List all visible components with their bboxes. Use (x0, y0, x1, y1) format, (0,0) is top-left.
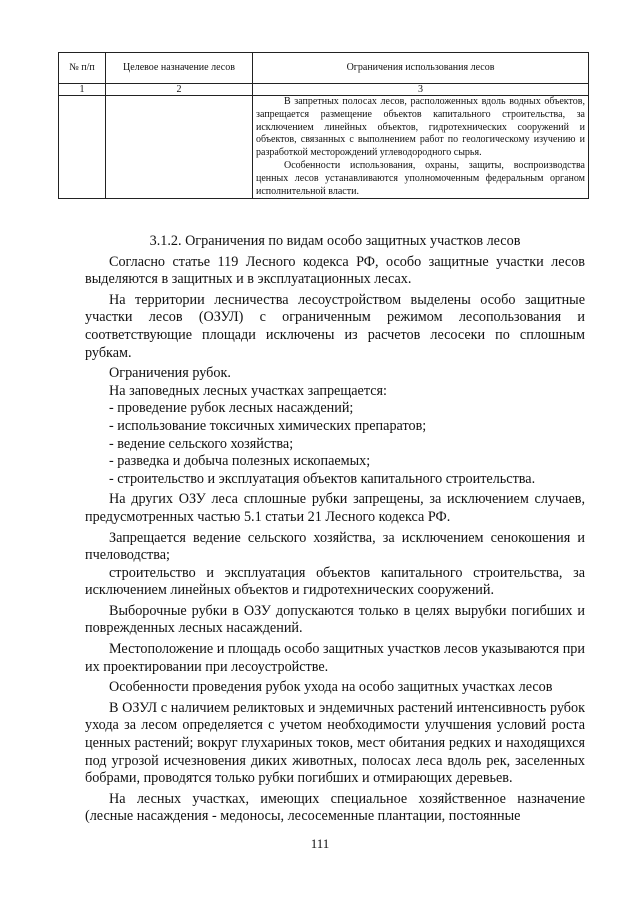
paragraph: Согласно статье 119 Лесного кодекса РФ, особо защитные участки лесов выделяются в защитных и в эксплуатационных лесах. (85, 253, 585, 288)
list-item: - ведение сельского хозяйства; (109, 435, 294, 452)
restrictions-cell (253, 96, 589, 199)
paragraph: На территории лесничества лесоустройством выделены особо защитные участки лесов (ОЗУЛ) с ограниченным режимом лесопользования и соответствующие площади исключены из расчетов лесосеки по сплошным рубкам. (85, 291, 585, 361)
paragraph: На других ОЗУ леса сплошные рубки запрещены, за исключением случаев, предусмотренных частью 5.1 статьи 21 Лесного кодекса РФ. (85, 491, 585, 525)
col-number-2: 2 (106, 84, 253, 96)
col-number-1: 1 (59, 84, 106, 96)
subsection-title: Особенности проведения рубок ухода на особо защитных участках лесов (109, 679, 553, 696)
table-cell (106, 96, 253, 199)
header-number: № п/п (59, 53, 106, 84)
header-restrictions: Ограничения использования лесов (253, 53, 589, 84)
paragraph: строительство и эксплуатация объектов капитального строительства, за исключением линейных объектов и гидротехнических сооружений. (85, 564, 585, 599)
paragraph: На лесных участках, имеющих специальное хозяйственное назначение (лесные насаждения - медоносы, лесосеменные плантации, постоянные (85, 790, 585, 825)
table-cell (59, 96, 106, 199)
list-item: - использование токсичных химических препаратов; (109, 417, 427, 434)
paragraph: Выборочные рубки в ОЗУ допускаются только в целях вырубки погибших и поврежденных лесных насаждений. (85, 602, 585, 637)
paragraph: Запрещается ведение сельского хозяйства, за исключением сенокошения и пчеловодства; (85, 529, 585, 564)
list-item: - проведение рубок лесных насаждений; (109, 400, 354, 417)
cell-paragraph: В запретных полосах лесов, расположенных вдоль водных объектов, запрещается размещение объектов капитального строительства, за исключением линейных объектов, гидротехнических сооружений и объектов, связанных с выполнением работ по геологическому изучению и разработкой месторождений углеводородного сырья. (256, 96, 585, 159)
paragraph: На заповедных лесных участках запрещается: (109, 382, 387, 399)
section-title: 3.1.2. Ограничения по видам особо защитных участков лесов (149, 233, 521, 249)
header-purpose: Целевое назначение лесов (106, 53, 253, 84)
page-number: 111 (310, 836, 330, 851)
col-number-3: 3 (253, 84, 589, 96)
cell-paragraph: Особенности использования, охраны, защиты, воспроизводства ценных лесов устанавливаются уполномоченным федеральным органом исполнительной власти. (256, 159, 585, 197)
document-body (85, 233, 585, 829)
list-item: - строительство и эксплуатация объектов капитального строительства. (109, 470, 536, 487)
paragraph: В ОЗУЛ с наличием реликтовых и эндемичных растений интенсивность рубок ухода за лесом определяется с учетом необходимости улучшения условий роста ценных растений; вокруг глухариных токов, мест обитания редких и находящихся под угрозой исчезновения диких животных, полосах леса вдоль рек, заселенных бобрами, проводятся только рубки погибших и отмирающих деревьев. (85, 699, 585, 787)
paragraph: Ограничения рубок. (109, 365, 231, 382)
restrictions-table (58, 52, 589, 199)
paragraph: Местоположение и площадь особо защитных участков лесов указываются при их проектировании при лесоустройстве. (85, 641, 585, 675)
list-item: - разведка и добыча полезных ископаемых; (109, 453, 371, 470)
